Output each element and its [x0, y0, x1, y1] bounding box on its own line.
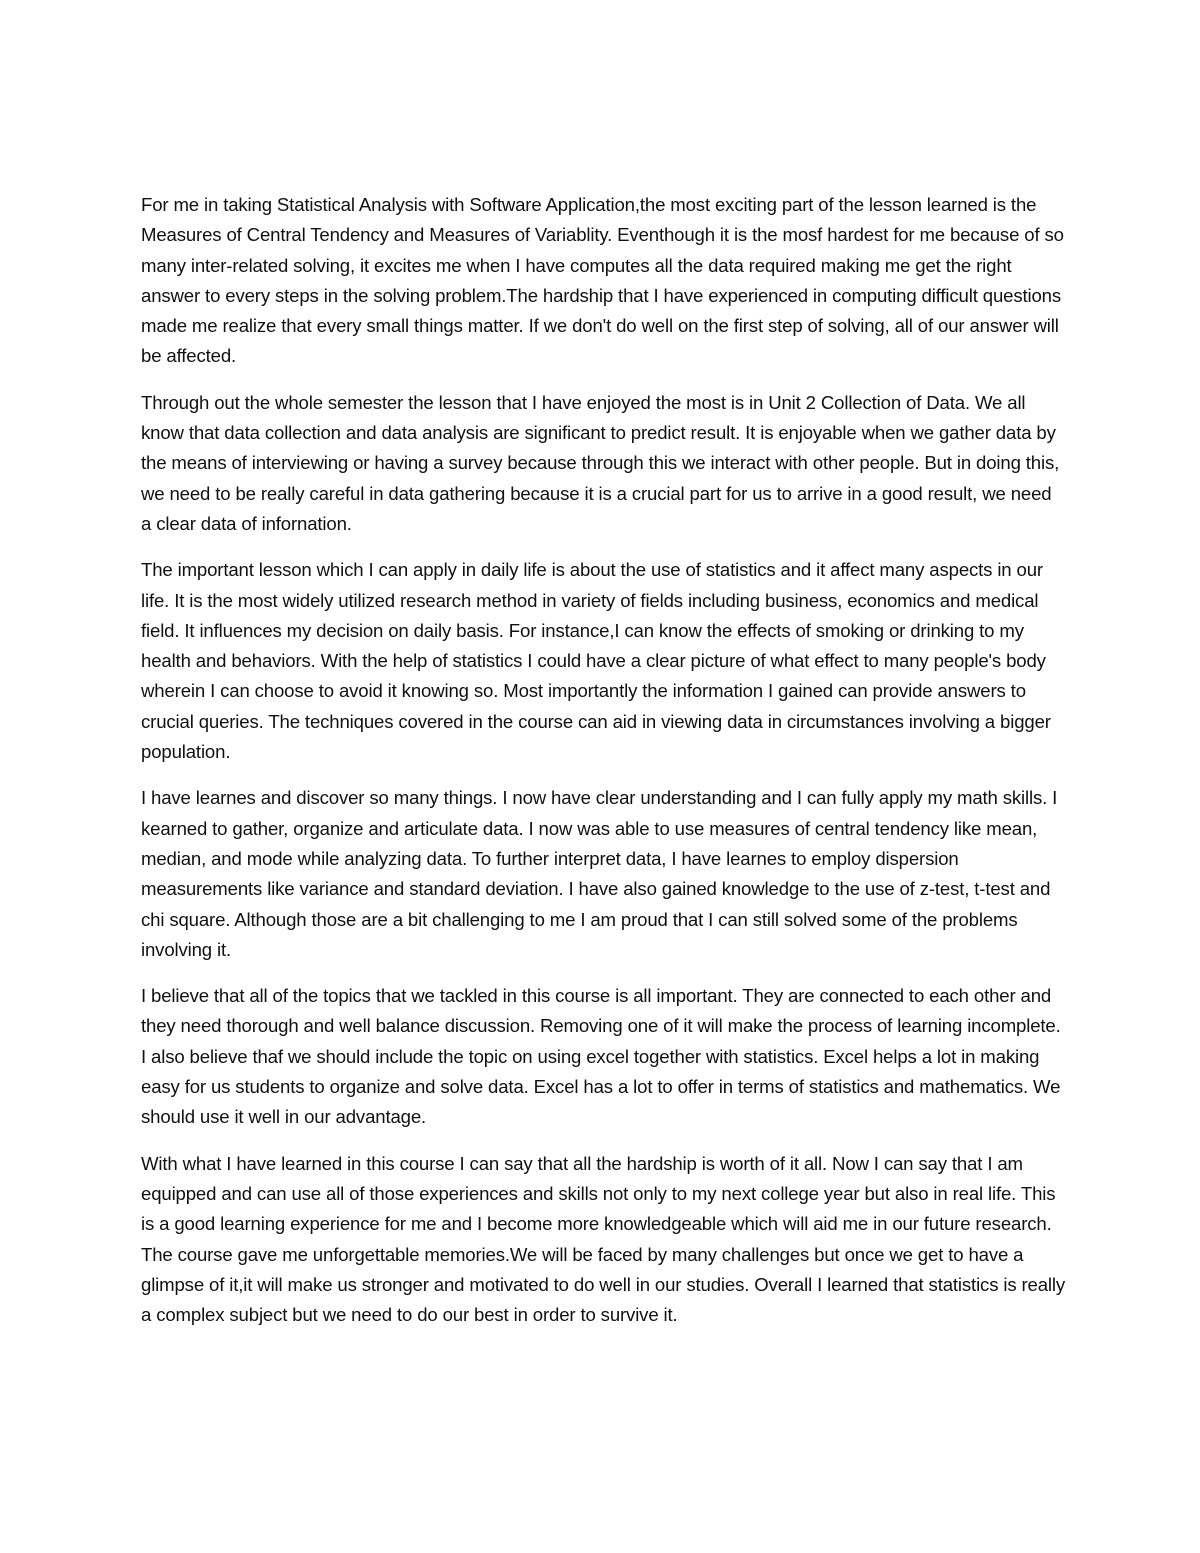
paragraph-5: I believe that all of the topics that we tackled in this course is all important. They are connected to each other and they need thorough and well balance discussion. Removing one of it will make the process of learning incomplete. I also believe thaf we should include the topic on using excel together with statistics. Excel helps a lot in making easy for us students to organize and solve data. Excel has a lot to offer in terms of statistics and mathematics. We should use it well in our advantage.: [141, 985, 1061, 1128]
paragraph-2: Through out the whole semester the lesson that I have enjoyed the most is in Unit 2 Collection of Data. We all know that data collection and data analysis are significant to predict result. It is enjoyable when we gather data by the means of interviewing or having a survey because through this we interact with other people. But in doing this, we need to be really careful in data gathering because it is a crucial part for us to arrive in a good result, we need a clear data of infornation.: [141, 391, 1060, 534]
document-body: [141, 190, 1066, 1346]
paragraph-4: I have learnes and discover so many things. I now have clear understanding and I can fully apply my math skills. I kearned to gather, organize and articulate data. I now was able to use measures of central tendency like mean, median, and mode while analyzing data. To further interpret data, I have learnes to employ dispersion measurements like variance and standard deviation. I have also gained knowledge to the use of z-test, t-test and chi square. Although those are a bit challenging to me I am proud that I can still solved some of the problems involving it.: [141, 787, 1058, 960]
paragraph-6: With what I have learned in this course I can say that all the hardship is worth of it all. Now I can say that I am equipped and can use all of those experiences and skills not only to my next college year but also in real life. This is a good learning experience for me and I become more knowledgeable which will aid me in our future research. The course gave me unforgettable memories.We will be faced by many challenges but once we get to have a glimpse of it,it will make us stronger and motivated to do well in our studies. Overall I learned that statistics is really a complex subject but we need to do our best in order to survive it.: [141, 1152, 1066, 1326]
paragraph-1: For me in taking Statistical Analysis with Software Application,the most exciting part of the lesson learned is the Measures of Central Tendency and Measures of Variablity. Eventhough it is the mosf hardest for me because of so many inter-related solving, it excites me when I have computes all the data required making me get the right answer to every steps in the solving problem.The hardship that I have experienced in computing difficult questions made me realize that every small things matter. If we don't do well on the first step of solving, all of our answer will be affected.: [141, 194, 1064, 367]
paragraph-3: The important lesson which I can apply in daily life is about the use of statistics and it affect many aspects in our life. It is the most widely utilized research method in variety of fields including business, economics and medical field. It influences my decision on daily basis. For instance,I can know the effects of smoking or drinking to my health and behaviors. With the help of statistics I could have a clear picture of what effect to many people's body wherein I can choose to avoid it knowing so. Most importantly the information I gained can provide answers to crucial queries. The techniques covered in the course can aid in viewing data in circumstances involving a bigger population.: [141, 559, 1051, 763]
